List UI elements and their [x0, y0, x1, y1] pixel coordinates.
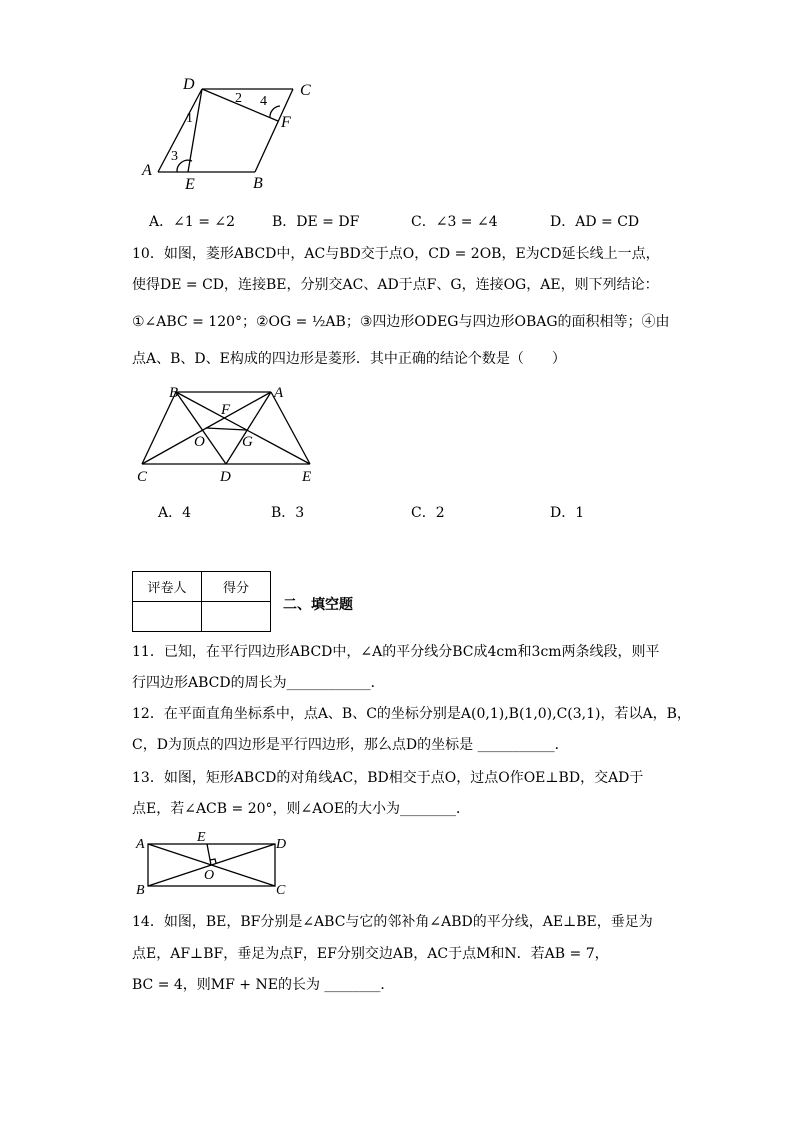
q10-option-b[interactable]: B．3 — [271, 505, 305, 521]
q9-option-a[interactable]: A．∠1 = ∠2 — [149, 214, 236, 230]
label-O: O — [194, 434, 205, 450]
q10-option-d[interactable]: D．1 — [550, 505, 585, 521]
q13-line-2: 点E，若∠ACB = 20°，则∠AOE的大小为________． — [132, 801, 471, 817]
label-F: F — [221, 402, 231, 418]
label-D: D — [220, 469, 231, 485]
label-A: A — [136, 837, 145, 852]
q10-option-c[interactable]: C．2 — [411, 505, 445, 521]
label-F: F — [281, 114, 291, 131]
score-table — [132, 571, 271, 632]
q12-line-1: 12．在平面直角坐标系中，点A、B、C的坐标分别是A(0,1),B(1,0),C(3,1)，若以A，B， — [132, 706, 691, 722]
figure-q13 — [130, 826, 300, 898]
q9-option-b[interactable]: B．DE = DF — [272, 214, 360, 230]
figure-q9 — [130, 76, 330, 196]
q12-line-2: C，D为顶点的四边形是平行四边形，那么点D的坐标是 ___________． — [132, 737, 569, 753]
angle-4: 4 — [260, 94, 267, 109]
q14-line-2: 点E，AF⊥BF，垂足为点F，EF分别交边AB，AC于点M和N．若AB = 7， — [132, 946, 609, 962]
score-header: 得分 — [202, 572, 271, 602]
label-C: C — [137, 469, 148, 485]
label-B: B — [136, 883, 145, 898]
label-C: C — [300, 82, 311, 99]
q10-line-2: 使得DE = CD，连接BE，分别交AC、AD于点F、G，连接OG，AE，则下列结论： — [132, 277, 659, 293]
label-D: D — [276, 837, 287, 852]
score-cell[interactable] — [202, 602, 271, 632]
section-title: 二、填空题 — [283, 597, 353, 613]
q10-line-4: 点A、B、D、E构成的四边形是菱形．其中正确的结论个数是（ ） — [132, 351, 566, 367]
label-E: E — [302, 469, 312, 485]
label-E: E — [185, 176, 195, 193]
label-D: D — [183, 76, 195, 93]
q14-line-1: 14．如图，BE，BF分别是∠ABC与它的邻补角∠ABD的平分线，AE⊥BE，垂足为 — [132, 914, 653, 930]
label-E: E — [197, 830, 206, 845]
label-G: G — [242, 434, 253, 450]
label-B: B — [169, 385, 179, 401]
q14-line-3: BC = 4，则MF + NE的长为 ________． — [132, 977, 395, 993]
q9-option-d[interactable]: D．AD = CD — [550, 214, 640, 230]
reviewer-cell[interactable] — [133, 602, 202, 632]
label-O: O — [204, 868, 215, 883]
label-B: B — [253, 175, 263, 192]
label-A: A — [142, 162, 152, 179]
label-C: C — [276, 883, 286, 898]
angle-2: 2 — [235, 91, 242, 106]
reviewer-header: 评卷人 — [133, 572, 202, 602]
q11-line-2: 行四边形ABCD的周长为____________． — [132, 675, 385, 691]
q9-option-c[interactable]: C．∠3 = ∠4 — [411, 214, 498, 230]
q13-line-1: 13．如图，矩形ABCD的对角线AC，BD相交于点O，过点O作OE⊥BD，交AD于 — [132, 770, 644, 786]
figure-q10 — [130, 380, 330, 490]
q10-line-1: 10．如图，菱形ABCD中，AC与BD交于点O，CD = 2OB，E为CD延长线上一点， — [132, 246, 660, 262]
q11-line-1: 11．已知，在平行四边形ABCD中，∠A的平分线分BC成4cm和3cm两条线段，则平 — [132, 644, 660, 660]
angle-3: 3 — [171, 149, 178, 164]
label-A: A — [274, 385, 284, 401]
q10-line-3: ①∠ABC = 120°；②OG = ½AB；③四边形ODEG与四边形OBAG的面积相等；④由 — [132, 314, 670, 330]
q10-option-a[interactable]: A．4 — [158, 505, 192, 521]
angle-1: 1 — [186, 111, 193, 126]
